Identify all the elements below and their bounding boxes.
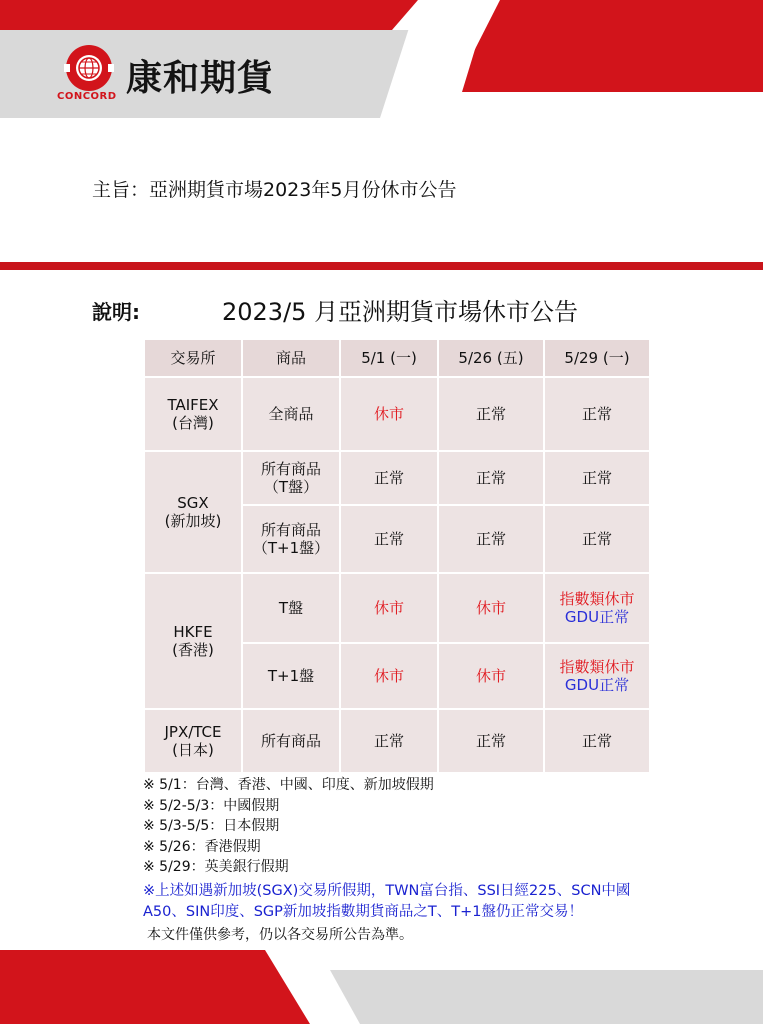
header-date-2: 5/26 (五) xyxy=(438,339,544,377)
product-cell: T盤 xyxy=(242,573,340,643)
status-cell: 正常 xyxy=(544,709,650,773)
product-cell: T+1盤 xyxy=(242,643,340,709)
status-cell: 正常 xyxy=(438,709,544,773)
exchange-region: (新加坡) xyxy=(164,512,222,530)
table-row xyxy=(144,573,650,643)
exchange-cell xyxy=(144,573,242,709)
exchange-region: (台灣) xyxy=(172,414,214,432)
status-line: 指數類休市 xyxy=(559,658,635,676)
status-cell: 休市 xyxy=(340,377,438,451)
status-cell: 休市 xyxy=(340,643,438,709)
holiday-table xyxy=(143,338,651,774)
product-line: 所有商品 xyxy=(260,460,321,478)
sgx-note xyxy=(143,881,743,923)
exchange-name: SGX xyxy=(177,494,209,512)
exchange-region: (日本) xyxy=(172,741,214,759)
status-cell: 休市 xyxy=(438,643,544,709)
product-cell xyxy=(242,505,340,573)
status-cell: 正常 xyxy=(544,505,650,573)
footer-decoration xyxy=(0,950,763,1024)
divider-line xyxy=(0,262,763,270)
exchange-name: TAIFEX xyxy=(167,396,219,414)
table-row xyxy=(144,377,650,451)
exchange-cell xyxy=(144,377,242,451)
status-cell: 正常 xyxy=(438,377,544,451)
disclaimer: 本文件僅供參考，仍以各交易所公告為準。 xyxy=(147,927,413,943)
exchange-region: (香港) xyxy=(172,641,214,659)
product-line: （T+1盤） xyxy=(252,539,330,557)
header-product: 商品 xyxy=(242,339,340,377)
product-line: 所有商品 xyxy=(260,521,321,539)
status-cell: 正常 xyxy=(438,505,544,573)
header-exchange: 交易所 xyxy=(144,339,242,377)
brand-english-name: CONCORD xyxy=(57,91,117,102)
status-cell: 正常 xyxy=(544,451,650,505)
status-cell: 正常 xyxy=(340,451,438,505)
table-row xyxy=(144,451,650,505)
notice-subject: 主旨：亞洲期貨市場2023年5月份休市公告 xyxy=(92,179,457,201)
status-cell: 正常 xyxy=(438,451,544,505)
status-line: GDU正常 xyxy=(564,676,630,694)
exchange-name: HKFE xyxy=(173,623,213,641)
exchange-name: JPX/TCE xyxy=(164,723,222,741)
table-header-row xyxy=(144,339,650,377)
product-cell xyxy=(242,451,340,505)
product-cell: 全商品 xyxy=(242,377,340,451)
description-label: 說明: xyxy=(92,300,140,324)
header-date-1: 5/1 (一) xyxy=(340,339,438,377)
status-cell: 正常 xyxy=(544,377,650,451)
exchange-cell xyxy=(144,709,242,773)
status-cell xyxy=(544,573,650,643)
header-date-3: 5/29 (一) xyxy=(544,339,650,377)
table-row xyxy=(144,709,650,773)
status-line: 指數類休市 xyxy=(559,590,635,608)
note-line: ※ 5/1：台灣、香港、中國、印度、新加坡假期 xyxy=(143,777,434,793)
note-line: ※ 5/29：英美銀行假期 xyxy=(143,859,289,875)
table-title: 2023/5 月亞洲期貨市場休市公告 xyxy=(222,298,579,326)
note-line: ※ 5/2-5/3：中國假期 xyxy=(143,797,280,814)
note-line: ※ 5/26：香港假期 xyxy=(143,838,261,855)
status-line: GDU正常 xyxy=(564,608,630,626)
status-cell: 正常 xyxy=(340,709,438,773)
note-line: ※上述如遇新加坡(SGX)交易所假期，TWN富台指、SSI日經225、SCN中國 xyxy=(143,883,631,899)
status-cell xyxy=(544,643,650,709)
status-cell: 正常 xyxy=(340,505,438,573)
holiday-notes xyxy=(143,775,434,878)
note-line: A50、SIN印度、SGP新加坡指數期貨商品之T、T+1盤仍正常交易！ xyxy=(143,904,583,920)
status-cell: 休市 xyxy=(340,573,438,643)
brand-name: 康和期貨 xyxy=(126,58,275,99)
product-cell: 所有商品 xyxy=(242,709,340,773)
status-cell: 休市 xyxy=(438,573,544,643)
note-line: ※ 5/3-5/5：日本假期 xyxy=(143,818,280,834)
product-line: （T盤） xyxy=(263,478,319,496)
exchange-cell xyxy=(144,451,242,573)
